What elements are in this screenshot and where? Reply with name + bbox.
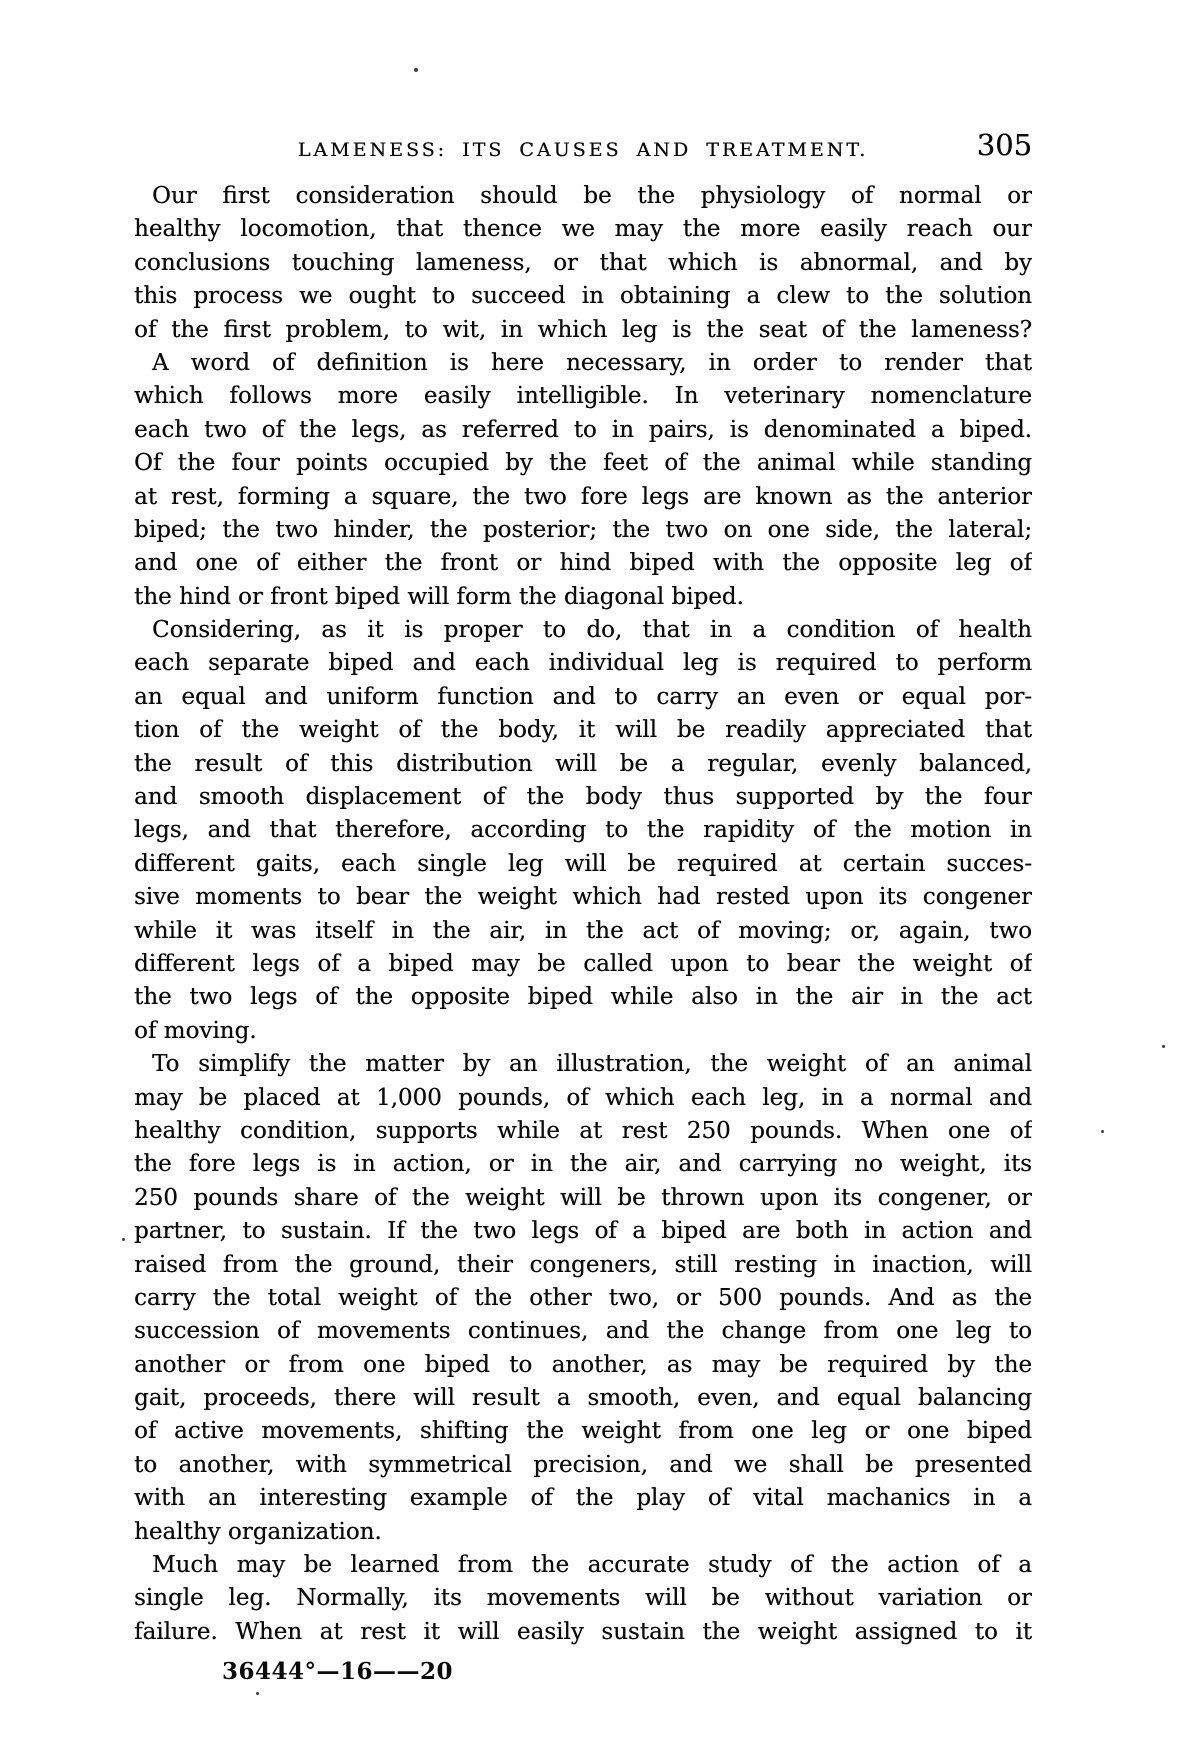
text-line: of the first problem, to wit, in which leg is the seat of the lameness? bbox=[134, 316, 1032, 343]
text-line: to another, with symmetrical precision, and we shall be presented bbox=[134, 1451, 1032, 1478]
text-line: this process we ought to succeed in obtaining a clew to the solution bbox=[134, 283, 1032, 310]
text-line: each two of the legs, as referred to in pairs, is denominated a biped. bbox=[134, 416, 1032, 443]
text-line: Our first consideration should be the physiology of normal or bbox=[152, 183, 1032, 209]
text-line: single leg. Normally, its movements will be without variation or bbox=[134, 1585, 1032, 1612]
text-line: the two legs of the opposite biped while also in the air in the act bbox=[134, 984, 1032, 1011]
text-line: the hind or front biped will form the diagonal biped. bbox=[134, 583, 744, 610]
page-number: 305 bbox=[976, 128, 1032, 162]
text-line: an equal and uniform function and to carry an even or equal por- bbox=[134, 683, 1032, 710]
text-line: and one of either the front or hind biped with the opposite leg of bbox=[134, 550, 1032, 577]
text-line: biped; the two hinder, the posterior; the two on one side, the lateral; bbox=[134, 516, 1032, 543]
text-line: of moving. bbox=[134, 1017, 257, 1044]
running-header-title: LAMENESS: ITS CAUSES AND TREATMENT. bbox=[297, 139, 869, 161]
paragraph bbox=[134, 347, 1032, 614]
ink-speck bbox=[122, 1238, 125, 1241]
paragraph bbox=[134, 180, 1032, 347]
text-line: and smooth displacement of the body thus supported by the four bbox=[134, 784, 1032, 811]
text-line: each separate biped and each individual leg is required to perform bbox=[134, 650, 1032, 677]
text-line: 250 pounds share of the weight will be thrown upon its congener, or bbox=[134, 1184, 1032, 1211]
text-line: sive moments to bear the weight which had rested upon its congener bbox=[134, 884, 1032, 911]
text-line: carry the total weight of the other two, or 500 pounds. And as the bbox=[134, 1284, 1032, 1311]
text-line: different legs of a biped may be called upon to bear the weight of bbox=[134, 950, 1032, 977]
paragraph bbox=[134, 614, 1032, 1048]
text-line: Of the four points occupied by the feet of the animal while standing bbox=[134, 450, 1032, 477]
text-line: legs, and that therefore, according to the rapidity of the motion in bbox=[134, 817, 1032, 844]
text-line: partner, to sustain. If the two legs of a biped are both in action and bbox=[134, 1218, 1032, 1245]
text-line: may be placed at 1,000 pounds, of which each leg, in a normal and bbox=[134, 1084, 1032, 1111]
ink-speck bbox=[1162, 1045, 1165, 1048]
text-line: healthy organization. bbox=[134, 1518, 382, 1545]
text-line: Much may be learned from the accurate study of the action of a bbox=[152, 1552, 1032, 1579]
text-line: healthy condition, supports while at rest 250 pounds. When one of bbox=[134, 1117, 1032, 1144]
text-line: at rest, forming a square, the two fore legs are known as the anterior bbox=[134, 483, 1032, 510]
text-line: the fore legs is in action, or in the air, and carrying no weight, its bbox=[134, 1151, 1032, 1178]
text-line: healthy locomotion, that thence we may the more easily reach our bbox=[134, 216, 1032, 243]
body-text bbox=[134, 180, 1032, 1649]
ink-speck bbox=[414, 68, 418, 72]
ink-speck bbox=[256, 1692, 259, 1695]
text-line: of active movements, shifting the weight from one leg or one biped bbox=[134, 1418, 1032, 1445]
paragraph bbox=[134, 1549, 1032, 1649]
text-line: another or from one biped to another, as may be required by the bbox=[134, 1351, 1032, 1378]
text-line: tion of the weight of the body, it will be readily appreciated that bbox=[134, 717, 1032, 744]
text-line: different gaits, each single leg will be required at certain succes- bbox=[134, 850, 1032, 877]
text-line: succession of movements continues, and the change from one leg to bbox=[134, 1318, 1032, 1345]
text-line: while it was itself in the air, in the act of moving; or, again, two bbox=[134, 917, 1032, 944]
text-line: To simplify the matter by an illustration, the weight of an animal bbox=[152, 1051, 1032, 1078]
text-line: with an interesting example of the play of vital machanics in a bbox=[134, 1485, 1032, 1512]
ink-speck bbox=[1101, 1130, 1104, 1133]
printers-signature-mark: 36444°—16——20 bbox=[222, 1658, 454, 1685]
text-line: gait, proceeds, there will result a smooth, even, and equal balancing bbox=[134, 1385, 1032, 1412]
text-line: failure. When at rest it will easily sustain the weight assigned to it bbox=[134, 1618, 1032, 1645]
text-line: Considering, as it is proper to do, that in a condition of health bbox=[152, 617, 1032, 644]
paragraph bbox=[134, 1048, 1032, 1549]
text-line: which follows more easily intelligible. In veterinary nomenclature bbox=[134, 383, 1032, 410]
text-line: A word of definition is here necessary, in order to render that bbox=[152, 349, 1032, 376]
text-line: conclusions touching lameness, or that which is abnormal, and by bbox=[134, 249, 1032, 276]
text-line: raised from the ground, their congeners, still resting in inaction, will bbox=[134, 1251, 1032, 1278]
text-line: the result of this distribution will be a regular, evenly balanced, bbox=[134, 750, 1032, 777]
